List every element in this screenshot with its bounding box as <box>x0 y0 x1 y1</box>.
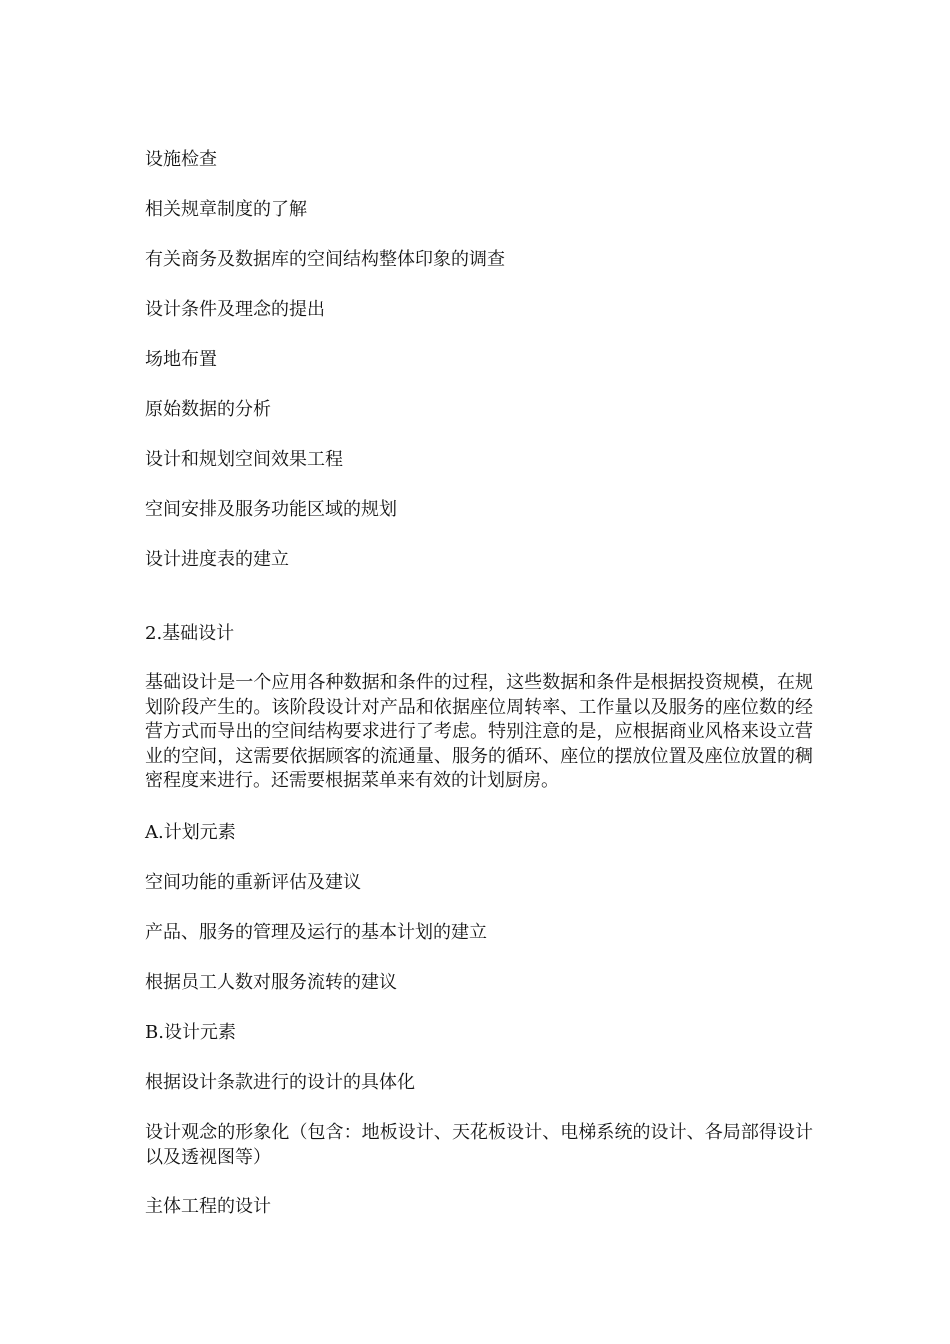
list-item: 场地布置 <box>145 349 217 370</box>
list-item: 根据员工人数对服务流转的建议 <box>145 972 397 993</box>
list-item: 空间功能的重新评估及建议 <box>145 872 361 893</box>
design-heading: B.设计元素 <box>145 1022 236 1043</box>
section-paragraph: 基础设计是一个应用各种数据和条件的过程，这些数据和条件是根据投资规模，在规划阶段产生的。该阶段设计对产品和依据座位周转率、工作量以及服务的座位数的经营方式而导出的空间结构要求进行了考虑。特别注意的是，应根据商业风格来设立营业的空间，这需要依据顾客的流通量、服务的循环、座位的摆放位置及座位放置的稠密程度来进行。还需要根据菜单来有效的计划厨房。 <box>145 672 813 791</box>
list-item: 设施检查 <box>145 149 217 170</box>
list-item: 原始数据的分析 <box>145 399 271 420</box>
list-item: 设计进度表的建立 <box>145 549 289 570</box>
list-item: 空间安排及服务功能区域的规划 <box>145 499 397 520</box>
list-item: 主体工程的设计 <box>145 1196 271 1217</box>
list-item: 有关商务及数据库的空间结构整体印象的调查 <box>145 249 505 270</box>
section-heading: 2.基础设计 <box>145 623 235 644</box>
list-item: 产品、服务的管理及运行的基本计划的建立 <box>145 922 487 943</box>
list-item: 根据设计条款进行的设计的具体化 <box>145 1072 415 1093</box>
list-item: 相关规章制度的了解 <box>145 199 307 220</box>
list-item: 设计条件及理念的提出 <box>145 299 325 320</box>
list-item: 设计观念的形象化（包含：地板设计、天花板设计、电梯系统的设计、各局部得设计以及透视图等） <box>145 1122 813 1168</box>
plan-heading: A.计划元素 <box>145 822 236 843</box>
list-item: 设计和规划空间效果工程 <box>145 449 343 470</box>
